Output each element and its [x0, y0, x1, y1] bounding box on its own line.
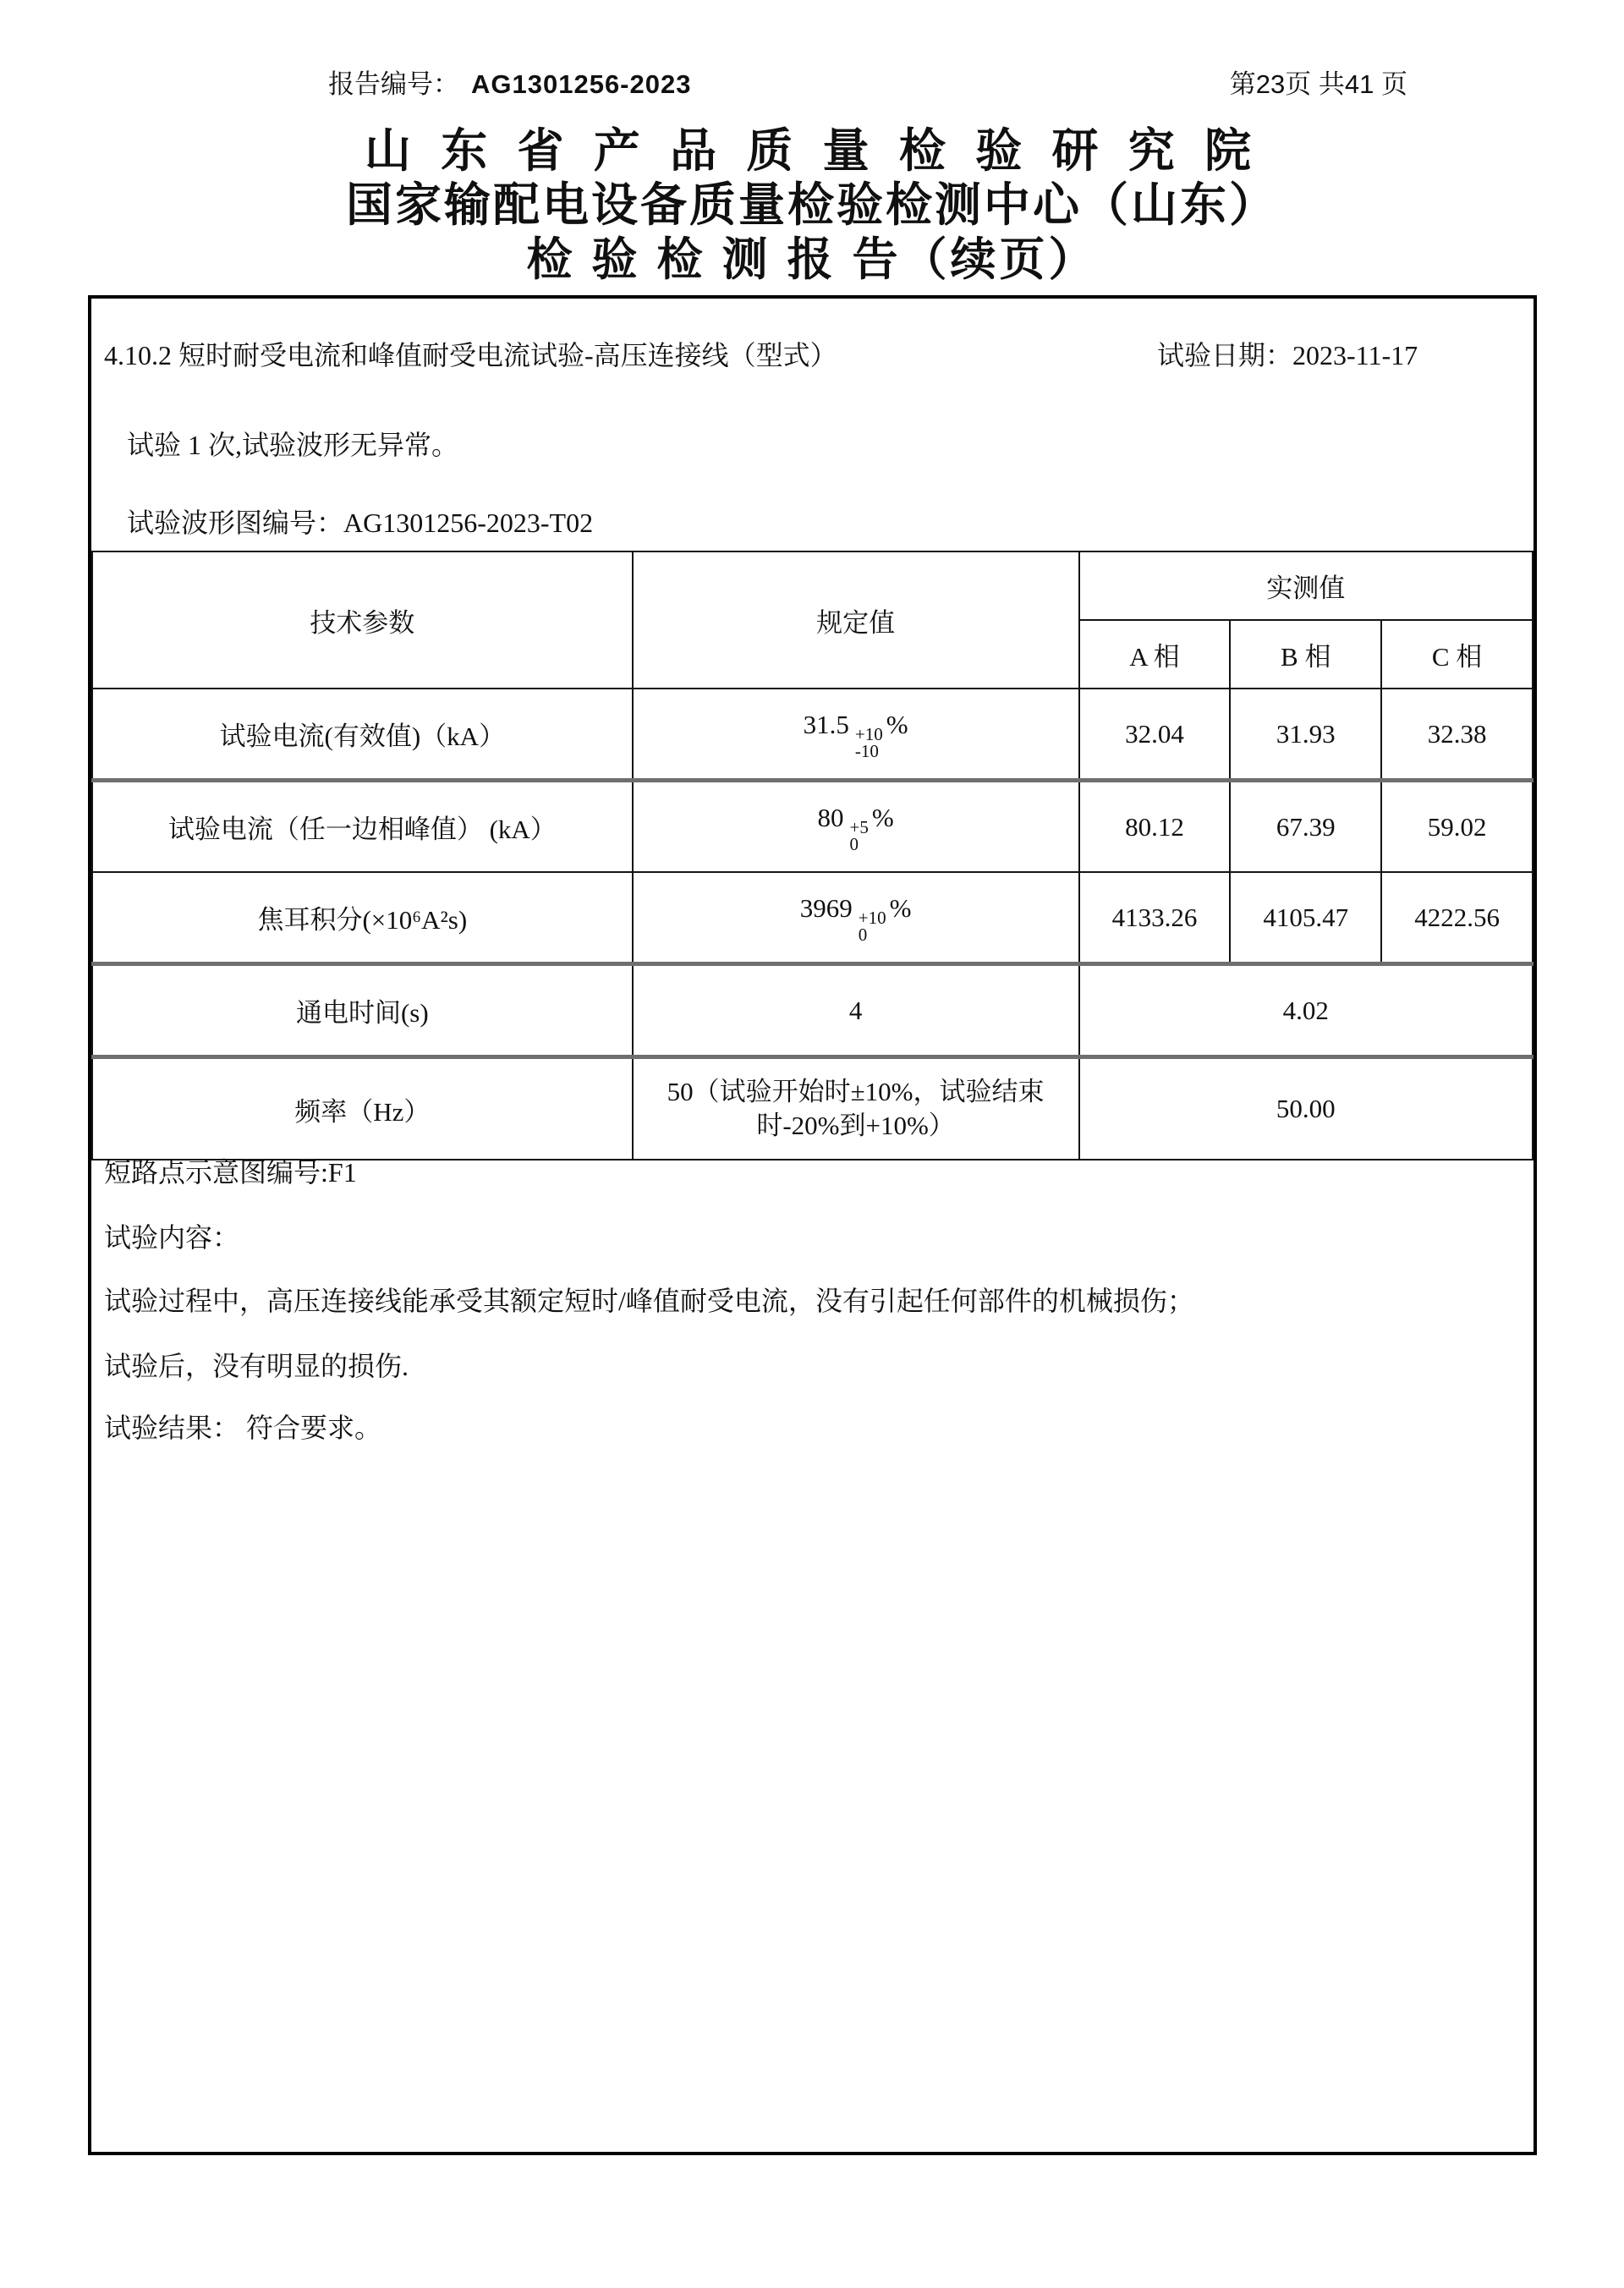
spec-cell	[633, 781, 1079, 873]
measured-merged-cell: 50.00	[1079, 1057, 1533, 1160]
tolerance-stack	[850, 819, 869, 853]
header-phase-c: C 相	[1381, 620, 1533, 689]
measured-a-cell: 80.12	[1079, 781, 1231, 873]
content-box	[88, 295, 1537, 2155]
report-number	[328, 63, 691, 101]
spec-cell	[633, 1057, 1079, 1160]
spec-cell: 4	[633, 964, 1079, 1057]
center-name: 国家输配电设备质量检验检测中心（山东）	[345, 178, 1278, 231]
table-row	[92, 689, 1533, 781]
after-test-note: 试验后，没有明显的损伤.	[104, 1351, 409, 1381]
param-cell: 通电时间(s)	[92, 964, 633, 1057]
spec-base: 80	[817, 803, 844, 832]
spec-suffix: %	[871, 803, 894, 832]
spec-base: 31.5	[803, 710, 849, 739]
param-cell: 试验电流(有效值)（kA）	[92, 689, 633, 781]
report-type-title: 检 验 检 测 报 告（续页）	[526, 234, 1098, 285]
test-process-note: 试验过程中，高压连接线能承受其额定短时/峰值耐受电流，没有引起任何部件的机械损伤；	[104, 1286, 1194, 1316]
measured-c-cell: 59.02	[1381, 781, 1533, 873]
spec-suffix: %	[886, 710, 908, 739]
measured-c-cell: 32.38	[1381, 689, 1533, 781]
header-measured: 实测值	[1079, 551, 1533, 620]
tolerance-stack	[855, 726, 883, 760]
tolerance-lower: 0	[849, 834, 859, 854]
table-row	[92, 872, 1533, 964]
measured-c-cell: 4222.56	[1381, 872, 1533, 964]
spec-value	[817, 803, 894, 854]
table-row	[92, 964, 1533, 1057]
spec-value	[799, 893, 912, 945]
test-date: 试验日期：2023-11-17	[1157, 340, 1418, 370]
param-cell: 频率（Hz）	[92, 1057, 633, 1160]
header-param: 技术参数	[92, 551, 633, 689]
measured-a-cell: 4133.26	[1079, 872, 1231, 964]
page-number-info: 第23页 共41 页	[1229, 69, 1407, 99]
tolerance-lower: -10	[854, 741, 879, 761]
tolerance-lower: 0	[858, 925, 868, 945]
measured-b-cell: 67.39	[1230, 781, 1381, 873]
page-header	[328, 63, 1407, 101]
header-phase-b: B 相	[1230, 620, 1381, 689]
measured-merged-cell: 4.02	[1079, 964, 1533, 1057]
measured-a-cell: 32.04	[1079, 689, 1231, 781]
header-phase-a: A 相	[1079, 620, 1231, 689]
tolerance-upper: +10	[858, 908, 886, 928]
tolerance-upper: +5	[849, 817, 869, 837]
clause-title: 4.10.2 短时耐受电流和峰值耐受电流试验-高压连接线（型式）	[104, 340, 837, 370]
tolerance-stack	[859, 909, 886, 943]
report-number-label: 报告编号：	[328, 69, 459, 99]
table-row	[92, 781, 1533, 873]
measured-b-cell: 4105.47	[1230, 872, 1381, 964]
test-content-label: 试验内容：	[104, 1222, 240, 1253]
tolerance-upper: +10	[854, 724, 883, 744]
test-result-note: 试验结果： 符合要求。	[104, 1413, 382, 1443]
measured-b-cell: 31.93	[1230, 689, 1381, 781]
report-number-value: AG1301256-2023	[471, 69, 692, 99]
spec-cell	[633, 872, 1079, 964]
waveform-number-note: 试验波形图编号：AG1301256-2023-T02	[127, 508, 594, 538]
spec-suffix: %	[889, 893, 912, 923]
title-block	[0, 123, 1624, 288]
spec-base: 3969	[799, 893, 853, 923]
table-header-row-1	[92, 551, 1533, 620]
spec-value: 50（试验开始时±10%，试验结束时-20%到+10%）	[667, 1077, 1045, 1140]
spec-value	[803, 710, 908, 761]
param-cell: 试验电流（任一边相峰值） (kA）	[92, 781, 633, 873]
header-spec: 规定值	[633, 551, 1079, 689]
test-count-note: 试验 1 次,试验波形无异常。	[127, 430, 459, 460]
table-row	[92, 1057, 1533, 1160]
short-circuit-diagram-ref: 短路点示意图编号:F1	[104, 1157, 357, 1188]
spec-cell	[633, 689, 1079, 781]
param-cell: 焦耳积分(×10⁶A²s)	[92, 872, 633, 964]
institute-name: 山 东 省 产 品 质 量 检 验 研 究 院	[364, 124, 1260, 177]
results-table	[91, 551, 1533, 1160]
